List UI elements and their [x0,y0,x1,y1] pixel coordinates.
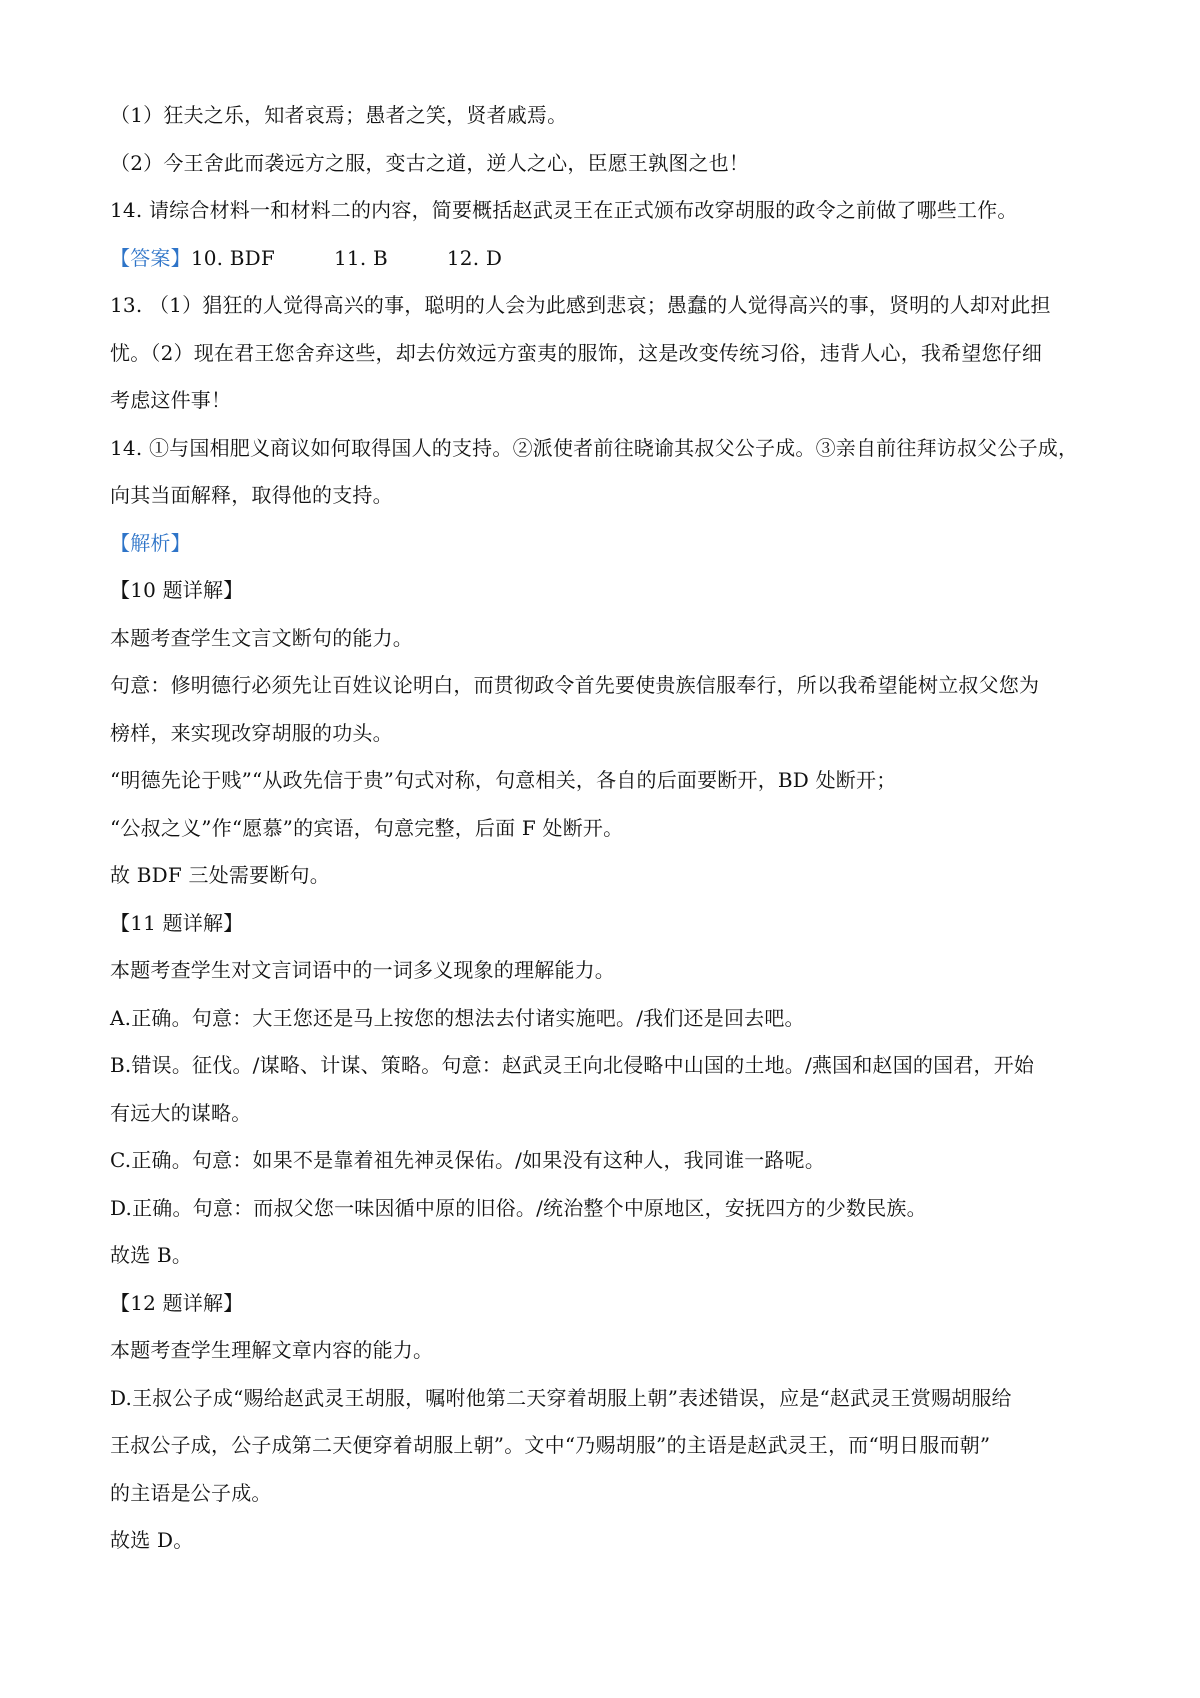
text-line: 本题考查学生文言文断句的能力。 [110,625,413,650]
text-line: 本题考查学生理解文章内容的能力。 [110,1338,434,1362]
text-line: “公叔之义”作“愿慕”的宾语，句意完整，后面 F 处断开。 [110,815,624,840]
text-line: 本题考查学生对文言词语中的一词多义现象的理解能力。 [110,958,615,982]
text-line: 故选 B。 [110,1243,193,1267]
document-page [110,92,1100,1565]
text-line: 王叔公子成，公子成第二天便穿着胡服上朝”。文中“乃赐胡服”的主语是赵武灵王，而“明日服而朝” [110,1433,991,1457]
section-heading: 【11 题详解】 [110,910,244,935]
text-line: 榜样，来实现改穿胡服的功头。 [110,720,393,745]
text-line: 向其当面解释，取得他的支持。 [110,483,393,507]
answer-text: 10. BDF 11. B 12. D [190,245,503,270]
text-line: 的主语是公子成。 [110,1480,272,1505]
text-line: B.错误。征伐。/谋略、计谋、策略。句意：赵武灵王向北侵略中山国的土地。/燕国和赵国的国君，开始 [110,1053,1035,1077]
answer-line [110,235,1100,283]
text-line: 14. ①与国相肥义商议如何取得国人的支持。②派使者前往晓谕其叔父公子成。③亲自前往拜访叔父公子成， [110,435,1079,460]
text-line: “明德先论于贱”“从政先信于贵”句式对称，句意相关，各自的后面要断开，BD 处断开； [110,768,897,792]
text-line: 考虑这件事！ [110,388,232,412]
analysis-label: 【解析】 [110,530,191,555]
analysis-heading [110,520,1100,568]
answer-label: 【答案】 [110,245,191,270]
text-line: 13. （1）猖狂的人觉得高兴的事，聪明的人会为此感到悲哀；愚蠢的人觉得高兴的事，贤明的人却对此担 [110,293,1051,317]
text-line: 故 BDF 三处需要断句。 [110,863,330,887]
text-line: 故选 D。 [110,1528,194,1552]
text-line: （2）今王舍此而袭远方之服，变古之道，逆人之心，臣愿王孰图之也！ [110,150,750,175]
section-heading: 【10 题详解】 [110,578,244,602]
text-line: C.正确。句意：如果不是靠着祖先神灵保佑。/如果没有这种人，我同谁一路呢。 [110,1148,826,1172]
text-line: 句意：修明德行必须先让百姓议论明白，而贯彻政令首先要使贵族信服奉行，所以我希望能树立叔父您为 [110,673,1040,697]
section-heading: 【12 题详解】 [110,1290,244,1315]
text-line: 有远大的谋略。 [110,1100,252,1125]
text-line: D.正确。句意：而叔父您一味因循中原的旧俗。/统治整个中原地区，安抚四方的少数民族。 [110,1195,927,1220]
text-line: 忧。（2）现在君王您舍弃这些，却去仿效远方蛮夷的服饰，这是改变传统习俗，违背人心，我希望您仔细 [110,340,1043,365]
text-line: A.正确。句意：大王您还是马上按您的想法去付诸实施吧。/我们还是回去吧。 [110,1005,805,1030]
question-14: 14. 请综合材料一和材料二的内容，简要概括赵武灵王在正式颁布改穿胡服的政令之前做了哪些工作。 [110,198,1018,222]
text-line: D.王叔公子成“赐给赵武灵王胡服，嘱咐他第二天穿着胡服上朝”表述错误，应是“赵武灵王赏赐胡服给 [110,1385,1012,1410]
text-line: （1）狂夫之乐，知者哀焉；愚者之笑，贤者戚焉。 [110,103,568,127]
